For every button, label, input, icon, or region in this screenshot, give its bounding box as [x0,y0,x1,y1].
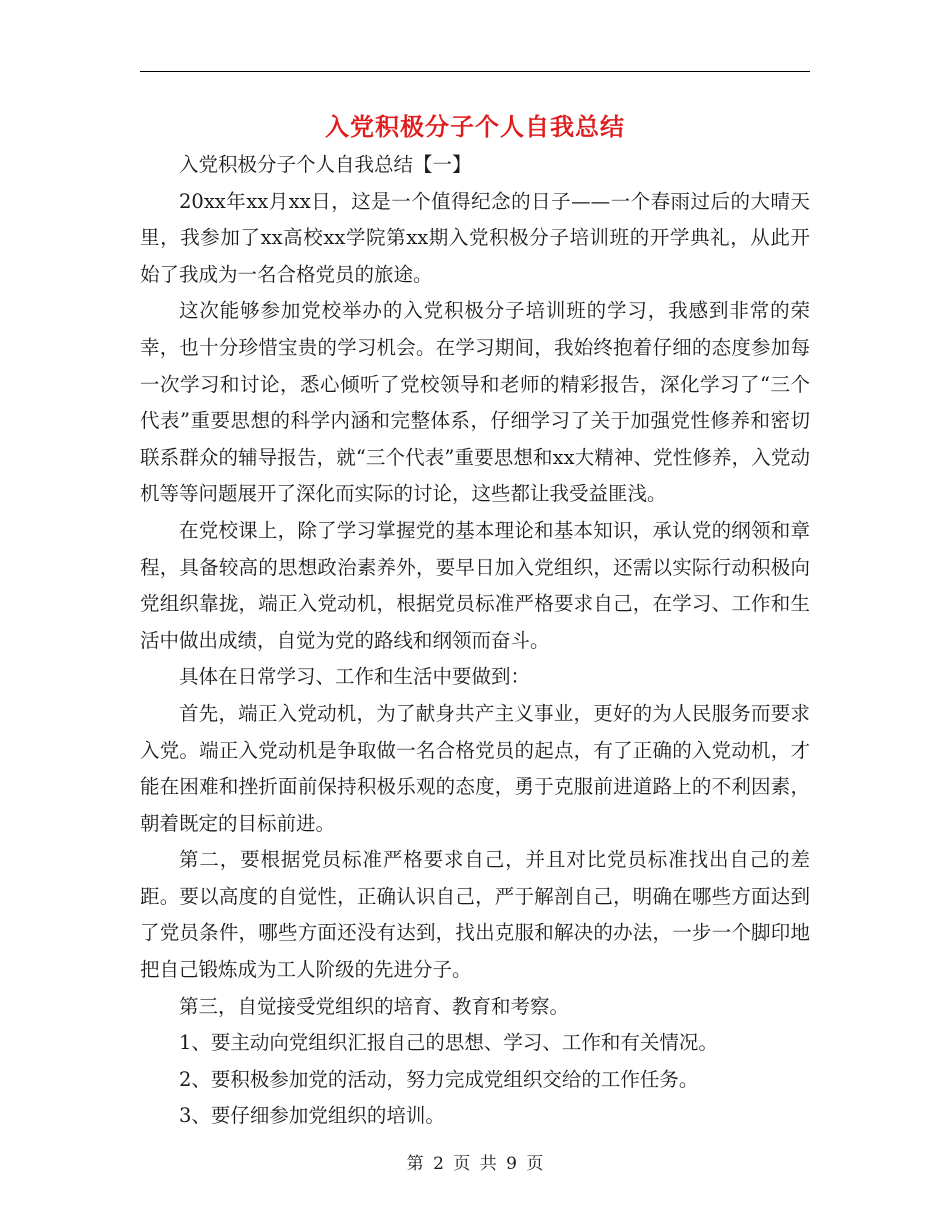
paragraph: 首先，端正入党动机，为了献身共产主义事业，更好的为人民服务而要求入党。端正入党动机是争取做一名合格党员的起点，有了正确的入党动机，才能在困难和挫折面前保持积极乐观的态度，勇于克服前进道路上的不利因素，朝着既定的目标前进。 [140,701,810,835]
paragraph: 第三，自觉接受党组织的培育、教育和考察。 [179,994,570,1018]
list-item: 2、要积极参加党的活动，努力完成党组织交给的工作任务。 [179,1067,699,1091]
list-item: 3、要仔细参加党组织的培训。 [179,1104,445,1128]
header-rule [140,71,810,72]
document-body [140,147,810,1135]
section-heading: 入党积极分子个人自我总结【一】 [179,153,472,176]
paragraph: 20xx年xx月xx日，这是一个值得纪念的日子——一个春雨过后的大晴天里，我参加了xx高校xx学院第xx期入党积极分子培训班的开学典礼，从此开始了我成为一名合格党员的旅途。 [140,189,810,286]
paragraph: 在党校课上，除了学习掌握党的基本理论和基本知识，承认党的纲领和章程，具备较高的思想政治素养外，要早日加入党组织，还需以实际行动积极向党组织靠拢，端正入党动机，根据党员标准严格要求自己，在学习、工作和生活中做出成绩，自觉为党的路线和纲领而奋斗。 [140,518,810,652]
paragraph: 具体在日常学习、工作和生活中要做到： [179,665,531,689]
paragraph: 第二，要根据党员标准严格要求自己，并且对比党员标准找出自己的差距。要以高度的自觉性，正确认识自己，严于解剖自己，明确在哪些方面达到了党员条件，哪些方面还没有达到，找出克服和解决的办法，一步一个脚印地把自己锻炼成为工人阶级的先进分子。 [140,848,810,982]
document-title: 入党积极分子个人自我总结 [325,112,625,141]
page-number: 第 2 页 共 9 页 [406,1154,544,1174]
paragraph: 这次能够参加党校举办的入党积极分子培训班的学习，我感到非常的荣幸，也十分珍惜宝贵的学习机会。在学习期间，我始终抱着仔细的态度参加每一次学习和讨论，悉心倾听了党校领导和老师的精彩报告，深化学习了“三个代表”重要思想的科学内涵和完整体系，仔细学习了关于加强党性修养和密切联系群众的辅导报告，就“三个代表”重要思想和xx大精神、党性修养，入党动机等等问题展开了深化而实际的讨论，这些都让我受益匪浅。 [140,299,810,506]
list-item: 1、要主动向党组织汇报自己的思想、学习、工作和有关情况。 [179,1031,718,1055]
